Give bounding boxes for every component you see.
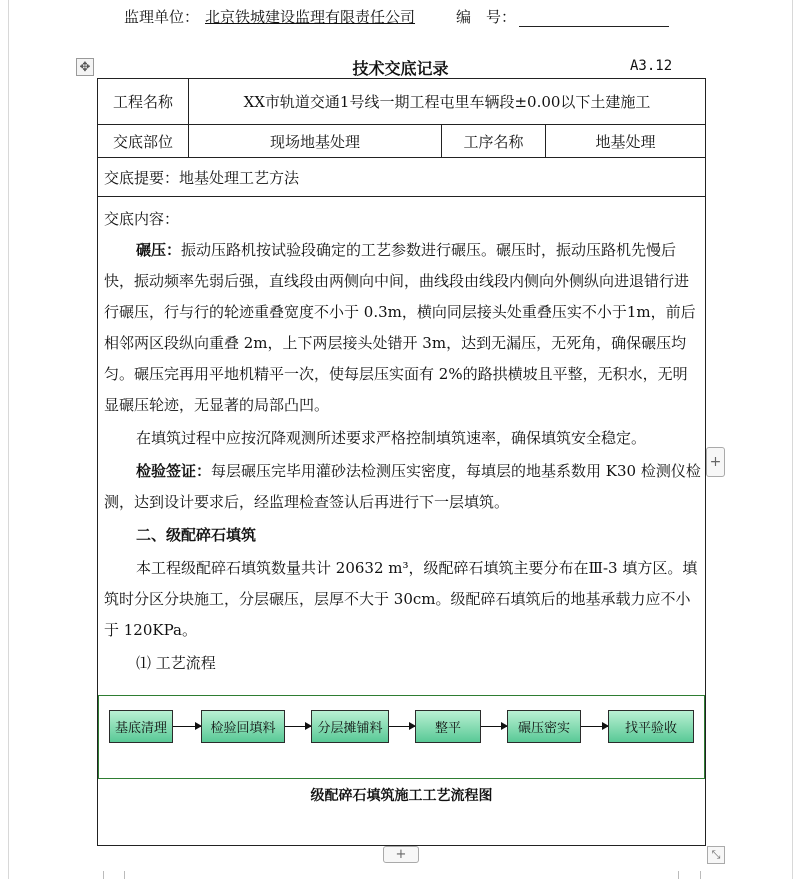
number-label: 编 号： — [456, 8, 517, 26]
flow-step-leveling: 整平 — [415, 710, 481, 743]
page-edge-left — [8, 0, 9, 879]
process-label: 工序名称 — [442, 125, 546, 157]
summary-line[interactable] — [104, 158, 704, 196]
flowchart-caption: 级配碎石填筑施工工艺流程图 — [310, 788, 493, 804]
ruler-tick — [103, 871, 104, 879]
add-row-plus-icon[interactable]: + — [383, 846, 419, 863]
document-code: A3.12 — [630, 58, 673, 74]
inspection-paragraph — [104, 456, 701, 518]
section-title: 二、级配碎石填筑 — [136, 526, 257, 544]
ruler-tick — [678, 871, 679, 879]
page-edge-right — [792, 0, 793, 879]
flow-arrow-icon — [285, 726, 311, 727]
flowchart-box — [98, 695, 705, 779]
project-row — [98, 79, 705, 125]
process-flow-heading: ⑴ 工艺流程 — [136, 654, 216, 672]
flow-step-base-cleaning: 基底清理 — [109, 710, 173, 743]
part-value[interactable]: 现场地基处理 — [189, 125, 442, 157]
add-column-plus-icon[interactable]: + — [706, 447, 725, 477]
flow-arrow-icon — [389, 726, 415, 727]
supervisor-value: 北京铁城建设监理有限责任公司 — [205, 8, 416, 26]
table-move-handle-icon[interactable]: ✥ — [76, 58, 94, 76]
flow-step-inspect-fill: 检验回填料 — [201, 710, 285, 743]
compaction-label: 碾压： — [136, 241, 182, 259]
summary-label: 交底提要： — [104, 168, 180, 187]
project-value[interactable]: XX市轨道交通1号线一期工程屯里车辆段±0.00以下土建施工 — [243, 93, 651, 111]
gravel-paragraph: 本工程级配碎石填筑数量共计 20632 m³，级配碎石填筑主要分布在Ⅲ-3 填方区。填筑时分区分块施工，分层碾压，层厚不大于 30cm。级配碎石填筑后的地基承载力应不小于 120KPa。 — [104, 559, 698, 639]
record-table — [97, 78, 706, 846]
part-row — [98, 125, 705, 158]
flow-arrow-icon — [581, 726, 608, 727]
flow-step-layer-spreading: 分层摊铺料 — [311, 710, 389, 743]
inspection-label: 检验签证： — [136, 462, 212, 480]
document-title: 技术交底记录 — [352, 59, 449, 78]
process-value[interactable]: 地基处理 — [595, 132, 656, 151]
inspection-text: 每层碾压完毕用灌砂法检测压实密度，每填层的地基系数用 K30 检测仪检测，达到设计要求后，经监理检查签认后再进行下一层填筑。 — [104, 462, 701, 511]
compaction-text: 振动压路机按试验段确定的工艺参数进行碾压。碾压时，振动压路机先慢后快，振动频率先弱后强，直线段由两侧向中间，曲线段由线段内侧向外侧纵向进退错行进行碾压，行与行的轮迹重叠宽度不小于 0.3m，横向同层接头处重叠压实不小于1m，前后相邻两区段纵向重叠 2m，上下两层接头处错开 3m，达到无漏压，无死角，确保碾压均匀。碾压完再用平地机精平一次，使每层压实面有 2%的路拱横坡且平整，无积水，无明显碾压轮迹，无显著的局部凸凹。 — [104, 241, 696, 414]
project-label: 工程名称 — [98, 79, 189, 124]
supervisor-label: 监理单位： — [124, 8, 200, 26]
summary-row — [98, 158, 705, 197]
flow-arrow-icon — [173, 726, 201, 727]
ruler-tick — [124, 871, 125, 879]
ruler-tick — [700, 871, 701, 879]
compaction-paragraph — [104, 235, 701, 421]
flow-arrow-icon — [481, 726, 507, 727]
content-heading: 交底内容： — [104, 210, 180, 228]
flow-step-compaction: 碾压密实 — [507, 710, 581, 743]
number-blank-line — [519, 26, 669, 27]
summary-value: 地基处理工艺方法 — [179, 168, 300, 187]
table-resize-handle-icon[interactable]: ⤡ — [707, 846, 725, 864]
flow-step-acceptance: 找平验收 — [608, 710, 694, 743]
settlement-paragraph: 在填筑过程中应按沉降观测所述要求严格控制填筑速率，确保填筑安全稳定。 — [136, 429, 647, 447]
content-body[interactable] — [104, 204, 701, 679]
part-label: 交底部位 — [98, 125, 189, 157]
